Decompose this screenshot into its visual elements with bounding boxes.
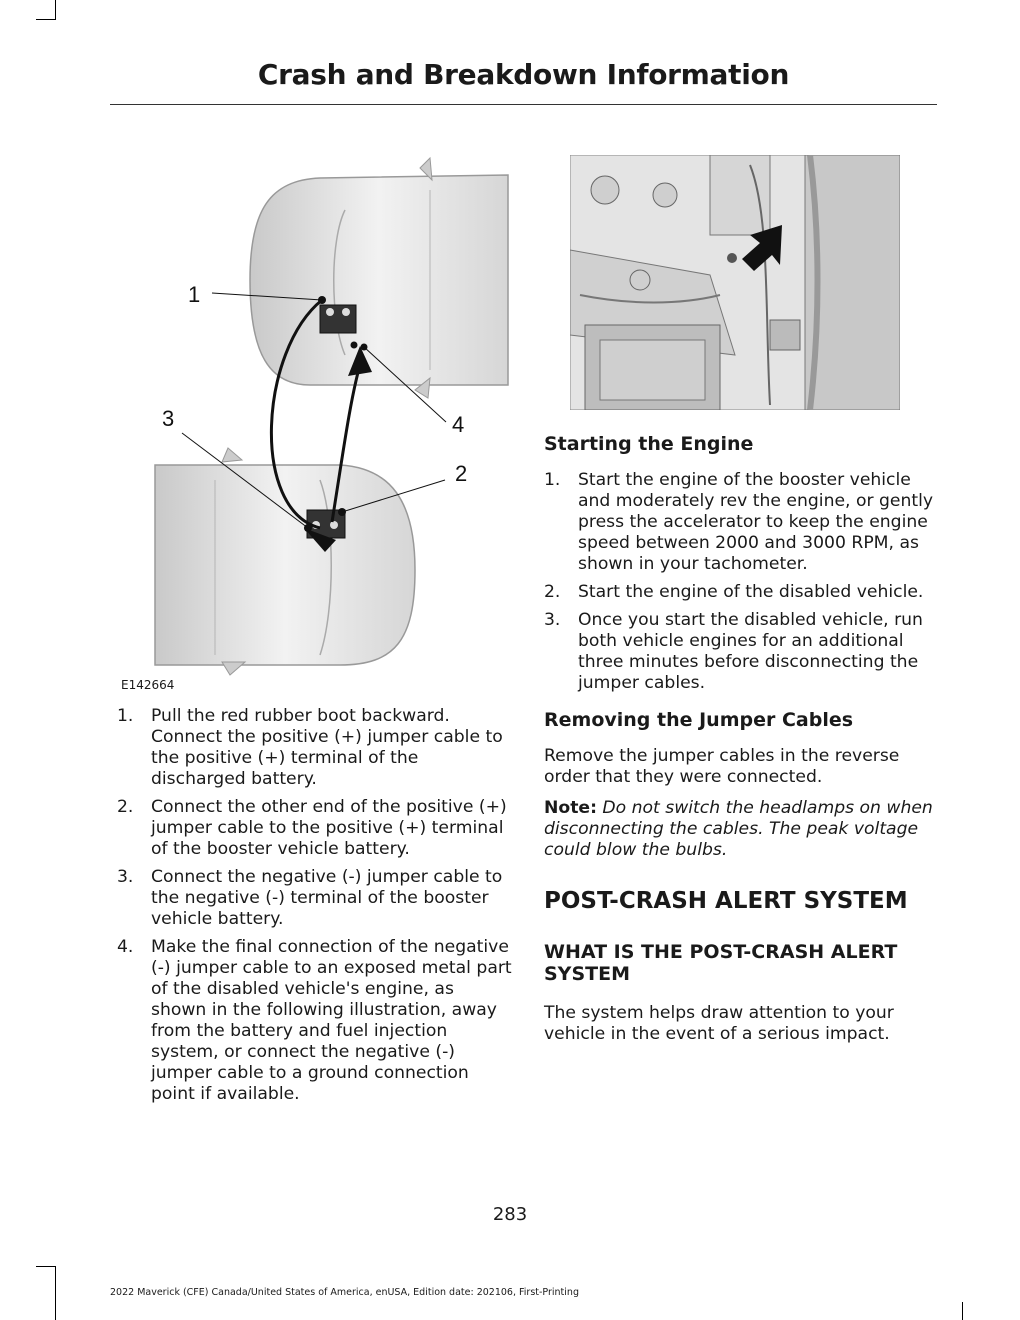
header-rule	[110, 104, 937, 105]
callout-1: 1	[188, 282, 201, 307]
crop-mark	[36, 1266, 56, 1267]
note-text: Do not switch the headlamps on when disconnecting the cables. The peak voltage could blow the bulbs.	[544, 798, 933, 860]
note-label: Note:	[544, 798, 597, 818]
post-crash-body: The system helps draw attention to your vehicle in the event of a serious impact.	[544, 1003, 894, 1044]
step-number: 2.	[117, 797, 134, 817]
engine-ground-illustration	[570, 155, 900, 410]
list-item	[117, 797, 512, 860]
crop-mark	[36, 19, 56, 20]
callout-2: 2	[455, 461, 468, 486]
step-number: 3.	[544, 610, 561, 630]
step-number: 1.	[544, 470, 561, 490]
step-text: Connect the other end of the positive (+) jumper cable to the positive (+) terminal of the booster vehicle battery.	[151, 797, 507, 859]
step-text: Start the engine of the booster vehicle and moderately rev the engine, or gently press the accelerator to keep the engine speed between 2000 and 3000 RPM, as shown in your tachometer.	[578, 470, 934, 574]
post-crash-heading: POST-CRASH ALERT SYSTEM	[544, 888, 908, 914]
crop-mark	[55, 0, 56, 20]
step-number: 1.	[117, 706, 134, 726]
list-item	[544, 610, 936, 694]
step-number: 2.	[544, 582, 561, 602]
note	[544, 798, 936, 861]
removing-heading: Removing the Jumper Cables	[544, 709, 854, 731]
starting-steps-list	[544, 470, 936, 694]
jump-steps-list	[117, 706, 512, 1105]
page-title: Crash and Breakdown Information	[257, 58, 790, 91]
discharged-battery	[320, 305, 356, 333]
list-item	[117, 706, 512, 790]
step-number: 3.	[117, 867, 134, 887]
left-column	[117, 706, 512, 1112]
figure-code: E142664	[121, 678, 175, 692]
step-text: Pull the red rubber boot backward. Connect the positive (+) jumper cable to the positive (+) terminal of the discharged battery.	[151, 706, 503, 789]
disabled-vehicle	[250, 158, 508, 398]
starting-heading: Starting the Engine	[544, 433, 754, 455]
step-text: Once you start the disabled vehicle, run both vehicle engines for an additional three minutes before disconnecting the jumper cables.	[578, 610, 923, 693]
list-item	[117, 867, 512, 930]
step-text: Connect the negative (-) jumper cable to the negative (-) terminal of the booster vehicle battery.	[151, 867, 503, 929]
step-text: Make the final connection of the negative (-) jumper cable to an exposed metal part of the disabled vehicle's engine, as shown in the following illustration, away from the battery and fuel injection system, or connect the negative (-) jumper cable to a ground connection point if available.	[151, 937, 512, 1104]
step-text: Start the engine of the disabled vehicle.	[578, 582, 924, 602]
list-item	[544, 582, 936, 603]
callout-4: 4	[452, 412, 465, 437]
page-number: 283	[492, 1204, 528, 1225]
right-column	[544, 432, 936, 1045]
list-item	[544, 470, 936, 575]
crop-mark	[55, 1266, 56, 1320]
post-crash-subheading: WHAT IS THE POST-CRASH ALERT SYSTEM	[544, 941, 898, 985]
booster-vehicle	[155, 448, 415, 675]
footer-text: 2022 Maverick (CFE) Canada/United States of America, enUSA, Edition date: 202106, First-Printing	[110, 1287, 579, 1298]
jump-start-illustration	[110, 150, 520, 690]
crop-mark	[962, 1302, 963, 1320]
callout-3: 3	[162, 406, 175, 431]
list-item	[117, 937, 512, 1105]
removing-body: Remove the jumper cables in the reverse order that they were connected.	[544, 746, 900, 787]
step-number: 4.	[117, 937, 134, 957]
